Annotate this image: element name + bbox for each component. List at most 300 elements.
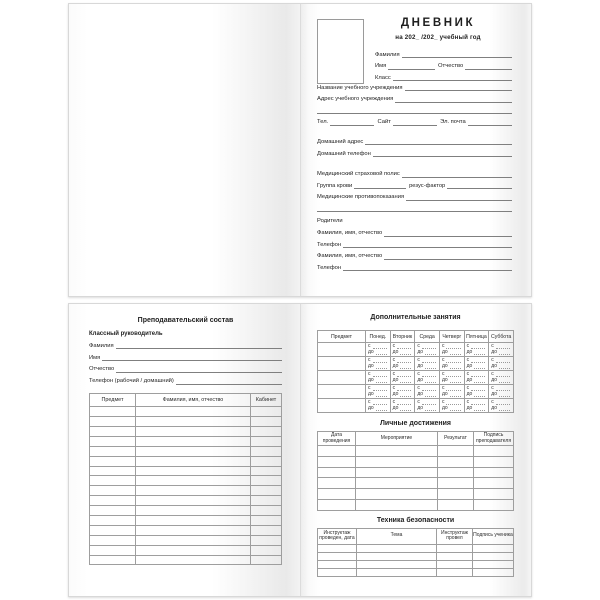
table-cell (251, 535, 282, 545)
table-cell (90, 486, 136, 496)
blank-write-line (474, 410, 485, 411)
table-cell (136, 426, 251, 436)
section-title: Дополнительные занятия (370, 314, 461, 321)
time-range-label: до (392, 405, 399, 412)
table-cell (251, 545, 282, 555)
table-cell (251, 515, 282, 525)
time-range-line (440, 405, 464, 411)
time-range-label: до (417, 391, 424, 398)
blank-write-line (450, 396, 461, 397)
time-range-label: с (466, 371, 470, 378)
table-cell (90, 515, 136, 525)
time-range-line (391, 363, 415, 369)
time-range-line (489, 349, 513, 355)
column-header: Подпись ученика (473, 528, 514, 544)
time-range-line (489, 391, 513, 397)
blank-write-line (474, 382, 485, 383)
time-range-line (366, 349, 390, 355)
column-header: Суббота (489, 331, 514, 343)
table-row (318, 456, 514, 467)
teachers-table (89, 393, 282, 565)
column-header: Понед. (366, 331, 391, 343)
time-range-label: до (466, 391, 473, 398)
table-row (318, 499, 514, 510)
field-label: Фамилия (375, 51, 400, 58)
table-row (318, 467, 514, 478)
blank-write-line (446, 362, 460, 363)
class-teacher-heading: Классный руководитель (89, 331, 163, 337)
field-label: Название учебного учреждения (317, 84, 403, 91)
table-cell (415, 357, 440, 371)
field-label: Фамилия, имя, отчество (317, 253, 383, 260)
column-header: Результат (438, 432, 474, 446)
time-range-line (465, 377, 489, 383)
table-cell (357, 560, 437, 568)
table-cell (136, 436, 251, 446)
time-range-label: с (392, 357, 396, 364)
field-row-continuation (317, 201, 512, 213)
diary-subtitle: на 202_ /202_ учебный год (395, 34, 481, 41)
table-cell (366, 357, 391, 371)
table-cell (415, 399, 440, 413)
time-range-line (366, 371, 390, 377)
time-range-label: до (441, 363, 448, 370)
table-cell (474, 499, 514, 510)
field-label: Адрес учебного учреждения (317, 96, 394, 103)
blank-write-line (405, 90, 512, 91)
time-range-line (440, 371, 464, 377)
field-row-parent-phone (317, 260, 512, 272)
section-title: Преподавательский состав (137, 317, 234, 324)
table-row (90, 407, 282, 417)
blank-write-line (402, 177, 512, 178)
blank-write-line (376, 368, 387, 369)
blank-write-line (496, 376, 510, 377)
blank-write-line (330, 125, 374, 126)
time-range-label: с (368, 343, 371, 350)
field-label: Отчество (438, 63, 464, 70)
field-row-patronymic (89, 362, 282, 374)
table-cell (318, 544, 357, 552)
table-cell (473, 560, 514, 568)
time-range-label: с (491, 385, 494, 392)
table-cell (251, 555, 282, 565)
blank-write-line (397, 376, 411, 377)
time-range-label: с (491, 399, 494, 406)
time-range-line (440, 343, 464, 349)
table-cell (366, 385, 391, 399)
blank-write-line (425, 410, 436, 411)
table-cell (251, 417, 282, 427)
blank-write-line (384, 236, 512, 237)
table-row (318, 544, 514, 552)
table-cell (464, 343, 489, 357)
time-range-label: до (466, 405, 473, 412)
table-cell (437, 560, 473, 568)
blank-write-line (471, 376, 485, 377)
blank-write-line (373, 348, 387, 349)
table-cell (473, 552, 514, 560)
table-row (318, 489, 514, 500)
table-cell (366, 343, 391, 357)
field-row-continuation (317, 103, 512, 115)
blank-write-line (422, 376, 436, 377)
time-range-line (465, 357, 489, 363)
table-cell (438, 467, 474, 478)
time-range-label: до (441, 391, 448, 398)
table-cell (136, 515, 251, 525)
column-header: Пятница (464, 331, 489, 343)
table-row (318, 478, 514, 489)
time-range-label: до (466, 363, 473, 370)
column-header: Дата проведения (318, 432, 356, 446)
cover-page (300, 4, 531, 296)
blank-write-line (376, 396, 387, 397)
table-cell (357, 568, 437, 576)
table-cell (90, 496, 136, 506)
table-cell (356, 456, 438, 467)
table-cell (390, 385, 415, 399)
time-range-label: до (392, 363, 399, 370)
table-cell (251, 506, 282, 516)
time-range-line (440, 385, 464, 391)
field-row-phone (89, 373, 282, 385)
safety-table (317, 528, 514, 577)
time-range-line (366, 405, 390, 411)
time-range-line (440, 377, 464, 383)
table-row (90, 417, 282, 427)
blank-write-line (397, 362, 411, 363)
table-cell (318, 343, 366, 357)
time-range-line (489, 405, 513, 411)
table-cell (464, 399, 489, 413)
time-range-line (415, 343, 439, 349)
field-label: Телефон (317, 241, 342, 248)
time-range-label: до (368, 363, 374, 370)
time-range-line (415, 349, 439, 355)
table-cell (90, 525, 136, 535)
table-cell (251, 426, 282, 436)
blank-write-line (471, 404, 485, 405)
table-row (90, 456, 282, 466)
time-range-line (465, 391, 489, 397)
table-cell (251, 436, 282, 446)
table-cell (439, 357, 464, 371)
table-cell (318, 478, 356, 489)
blank-write-line (397, 390, 411, 391)
column-header: Подпись преподавателя (474, 432, 514, 446)
time-range-label: до (417, 405, 424, 412)
time-range-line (366, 343, 390, 349)
table-cell (489, 385, 514, 399)
blank-write-line (376, 354, 387, 355)
table-cell (439, 371, 464, 385)
table-cell (390, 371, 415, 385)
table-row (90, 436, 282, 446)
table-cell (415, 385, 440, 399)
table-cell (90, 555, 136, 565)
field-label: Тел. (317, 119, 329, 126)
field-row-surname (375, 47, 512, 59)
table-cell (474, 467, 514, 478)
blank-write-line (425, 368, 436, 369)
time-range-line (366, 363, 390, 369)
blank-write-line (373, 390, 387, 391)
table-cell (318, 399, 366, 413)
table-cell (464, 385, 489, 399)
table-cell (390, 357, 415, 371)
table-cell (356, 467, 438, 478)
blank-write-line (499, 354, 510, 355)
blank-write-line (450, 382, 461, 383)
time-range-label: до (466, 377, 473, 384)
blank-write-line (422, 348, 436, 349)
time-range-label: с (417, 399, 420, 406)
field-row-home-phone (317, 146, 512, 158)
table-cell (136, 506, 251, 516)
blank-write-line (400, 396, 411, 397)
table-cell (90, 476, 136, 486)
table-cell (318, 568, 357, 576)
time-range-line (415, 371, 439, 377)
time-range-label: с (392, 371, 396, 378)
field-row-parent-phone (317, 237, 512, 249)
blank-write-line (406, 200, 512, 201)
blank-write-line (384, 259, 512, 260)
table-cell (136, 456, 251, 466)
table-row (90, 545, 282, 555)
column-header: Четверг (439, 331, 464, 343)
blank-write-line (395, 102, 512, 103)
table-cell (136, 417, 251, 427)
table-cell (90, 446, 136, 456)
table-cell (251, 456, 282, 466)
blank-write-line (400, 368, 411, 369)
time-range-label: до (491, 377, 497, 384)
achievements-table (317, 431, 514, 511)
table-cell (415, 371, 440, 385)
table-cell (438, 489, 474, 500)
table-cell (318, 385, 366, 399)
blank-write-line (468, 125, 512, 126)
table-row (90, 446, 282, 456)
table-row (90, 486, 282, 496)
spread-cover (68, 3, 532, 297)
blank-write-line (446, 404, 460, 405)
blank-write-line (499, 410, 510, 411)
table-cell (90, 506, 136, 516)
table-cell (474, 446, 514, 457)
table-cell (439, 343, 464, 357)
blank-write-line (343, 247, 512, 248)
time-range-line (489, 371, 513, 377)
table-cell (90, 407, 136, 417)
time-range-line (465, 349, 489, 355)
blank-write-line (373, 362, 387, 363)
field-row-parent-name (317, 249, 512, 261)
table-cell (136, 496, 251, 506)
time-range-line (391, 343, 415, 349)
page-spine (300, 4, 301, 296)
table-row (318, 371, 514, 385)
column-header: Предмет (318, 331, 366, 343)
time-range-label: до (417, 363, 424, 370)
time-range-line (366, 357, 390, 363)
table-cell (318, 489, 356, 500)
column-header: Инструктаж проведен, дата (318, 528, 357, 544)
photo-placeholder (317, 19, 364, 84)
blank-write-line (446, 390, 460, 391)
column-header: Инструктаж провел (437, 528, 473, 544)
table-cell (390, 343, 415, 357)
field-label: Телефон (рабочий / домашний) (89, 378, 174, 385)
field-row-parent-name (317, 225, 512, 237)
cover-fields-beside-photo (375, 47, 512, 82)
table-cell (438, 499, 474, 510)
blank-write-line (474, 396, 485, 397)
blank-write-line (425, 396, 436, 397)
blank-write-line (400, 410, 411, 411)
time-range-label: с (466, 385, 470, 392)
blank-write-line (496, 390, 510, 391)
field-label: Телефон (317, 264, 342, 271)
time-range-line (489, 399, 513, 405)
blank-write-line (471, 390, 485, 391)
column-header: Мероприятие (356, 432, 438, 446)
table-cell (90, 426, 136, 436)
time-range-line (391, 391, 415, 397)
time-range-line (465, 399, 489, 405)
time-range-label: до (368, 391, 374, 398)
field-label: Имя (375, 63, 387, 70)
field-row-home-address (317, 134, 512, 146)
extra-content (300, 304, 531, 596)
table-row (90, 426, 282, 436)
blank-write-line (397, 404, 411, 405)
table-cell (90, 545, 136, 555)
table-cell (136, 525, 251, 535)
time-range-label: до (491, 405, 497, 412)
cover-header (364, 17, 512, 41)
time-range-line (465, 405, 489, 411)
table-cell (438, 446, 474, 457)
field-row-school-address (317, 92, 512, 104)
blank-write-line (116, 348, 282, 349)
time-range-label: до (491, 391, 497, 398)
table-cell (318, 357, 366, 371)
blank-write-line (373, 404, 387, 405)
column-header: Предмет (90, 394, 136, 407)
time-range-line (415, 385, 439, 391)
time-range-label: до (392, 391, 399, 398)
time-range-line (415, 391, 439, 397)
time-range-label: до (466, 349, 473, 356)
blank-write-line (499, 368, 510, 369)
table-cell (474, 478, 514, 489)
table-cell (366, 399, 391, 413)
blank-write-line (373, 376, 387, 377)
teachers-page (69, 304, 300, 596)
page-spine (300, 304, 301, 596)
table-cell (473, 568, 514, 576)
table-cell (464, 371, 489, 385)
time-range-line (391, 405, 415, 411)
table-cell (90, 466, 136, 476)
blank-write-line (397, 348, 411, 349)
field-label: Фамилия (89, 342, 114, 349)
field-label: Сайт (377, 119, 391, 126)
table-header-row (318, 432, 514, 446)
table-header-row (318, 331, 514, 343)
spread-info-pages (68, 303, 532, 597)
table-cell (437, 544, 473, 552)
table-cell (439, 385, 464, 399)
time-range-label: до (417, 349, 424, 356)
table-cell (437, 552, 473, 560)
time-range-label: до (441, 377, 448, 384)
section-title: Техника безопасности (376, 516, 455, 524)
time-range-line (489, 385, 513, 391)
blank-page (69, 4, 300, 296)
diary-title: ДНЕВНИК (400, 17, 476, 29)
table-cell (318, 371, 366, 385)
field-label: Домашний телефон (317, 150, 371, 157)
table-cell (136, 555, 251, 565)
table-cell (251, 407, 282, 417)
time-range-line (440, 399, 464, 405)
column-header: Фамилия, имя, отчество (136, 394, 251, 407)
blank-write-line (496, 348, 510, 349)
table-cell (90, 417, 136, 427)
blank-write-line (102, 360, 282, 361)
blank-write-line (450, 410, 461, 411)
blank-write-line (343, 270, 512, 271)
field-row-contraindications (317, 190, 512, 202)
field-label: резус-фактор (409, 182, 446, 189)
time-range-label: до (491, 349, 497, 356)
time-range-line (415, 377, 439, 383)
time-range-line (415, 357, 439, 363)
table-cell (136, 535, 251, 545)
time-range-line (391, 371, 415, 377)
time-range-line (366, 391, 390, 397)
table-row (90, 466, 282, 476)
table-header-row (90, 394, 282, 407)
field-row-name (89, 350, 282, 362)
field-label: Имя (89, 354, 101, 361)
table-cell (356, 446, 438, 457)
table-cell (356, 489, 438, 500)
table-cell (136, 446, 251, 456)
table-cell (90, 535, 136, 545)
time-range-label: с (392, 385, 396, 392)
table-row (90, 476, 282, 486)
time-range-label: до (491, 363, 497, 370)
blank-write-line (425, 354, 436, 355)
table-row (318, 446, 514, 457)
blank-write-line (446, 348, 460, 349)
blank-write-line (400, 382, 411, 383)
table-row (318, 385, 514, 399)
table-cell (390, 399, 415, 413)
blank-write-line (376, 410, 387, 411)
time-range-label: с (368, 385, 371, 392)
time-range-line (366, 377, 390, 383)
field-label: Группа крови (317, 182, 353, 189)
blank-write-line (422, 390, 436, 391)
blank-write-line (474, 354, 485, 355)
table-cell (473, 544, 514, 552)
